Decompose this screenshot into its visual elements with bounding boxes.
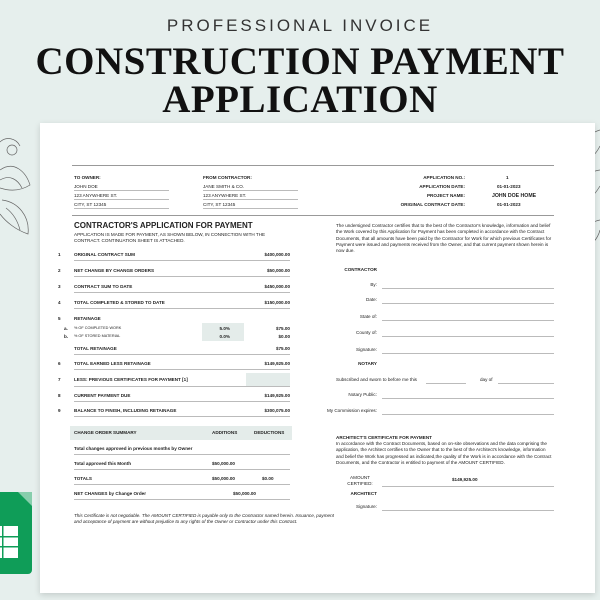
amount-certified-value: $149,925.00 bbox=[452, 477, 478, 482]
retainage-letter: b. bbox=[64, 334, 69, 339]
meta-label: APPLICATION NO.: bbox=[423, 175, 465, 180]
notary-public-label: Notary Public: bbox=[348, 392, 377, 397]
contractor-field-label: Date: bbox=[366, 297, 377, 302]
line-label: TOTAL COMPLETED & STORED TO DATE bbox=[74, 300, 165, 305]
retainage-label: % OF STORED MATERIAL bbox=[74, 334, 121, 338]
line-number: 6 bbox=[58, 361, 61, 366]
application-title: CONTRACTOR'S APPLICATION FOR PAYMENT bbox=[74, 221, 253, 230]
footnote: This Certificate is not negotiable. The AMOUNT CERTIFIED is payable only to the Contractor named herein. Issuance, payment and acceptance of payment are without prejudice to any rights of the Owner or Contractor under this Contract. bbox=[74, 513, 334, 525]
banner-title-line2: APPLICATION bbox=[162, 78, 438, 121]
meta-value: 01-01-2023 bbox=[497, 184, 521, 189]
to-owner-city: CITY, ST 12345 bbox=[74, 202, 107, 207]
line-value: $50,000.00 bbox=[267, 268, 290, 273]
line-value: $150,000.00 bbox=[264, 300, 290, 305]
architect-certificate-title: ARCHITECT'S CERTIFICATE FOR PAYMENT bbox=[336, 435, 432, 440]
co-row-label: TOTALS bbox=[74, 476, 92, 481]
line-number: 7 bbox=[58, 377, 61, 382]
spreadsheet-app-icon bbox=[0, 490, 32, 576]
architect-signature-label: Signature: bbox=[356, 504, 377, 509]
commission-label: My Commission expires: bbox=[326, 408, 377, 413]
meta-value: 1 bbox=[506, 175, 509, 180]
retainage-label: % OF COMPLETED WORK bbox=[74, 326, 122, 330]
to-owner-label: TO OWNER: bbox=[74, 175, 101, 180]
retainage-pct: 0.0% bbox=[219, 334, 230, 339]
notary-label: NOTARY bbox=[358, 361, 377, 366]
co-row-label: Total approved this Month bbox=[74, 461, 132, 466]
co-row-additions: $50,000.00 bbox=[212, 461, 235, 466]
line-number: 3 bbox=[58, 284, 61, 289]
co-row-label: NET CHANGES by Change Order bbox=[74, 491, 146, 496]
from-contractor-name: JANE SMITH & CO. bbox=[203, 184, 245, 189]
architect-certificate-text: In accordance with the Contract Documents, based on on-site observations and the data comprising the application, the Architect certifies to the Owner that to the best of the Architect's knowledge, information and belief the Work has progressed as indicated,the quality of the Work is in accordance with the Contract Documents, and the Contractor is entitled to payment of the AMOUNT CERTIFIED. bbox=[336, 441, 552, 465]
contractor-field-label: Signature: bbox=[356, 347, 377, 352]
line-value: $149,925.00 bbox=[264, 393, 290, 398]
total-retainage-label: TOTAL RETAINAGE bbox=[74, 346, 117, 351]
from-contractor-label: FROM CONTRACTOR: bbox=[203, 175, 252, 180]
co-row-label: Total changes approved in previous months by Owner bbox=[74, 446, 193, 451]
line-label: ORIGINAL CONTRACT SUM bbox=[74, 252, 135, 257]
line-number: 2 bbox=[58, 268, 61, 273]
line-label: RETAINAGE bbox=[74, 316, 101, 321]
banner-title-line1: CONSTRUCTION PAYMENT bbox=[35, 40, 565, 83]
meta-label: PROJECT NAME: bbox=[426, 193, 465, 198]
contractor-field-label: County of: bbox=[356, 330, 377, 335]
retainage-letter: a. bbox=[64, 326, 68, 331]
from-contractor-street: 123 ANYWHERE ST. bbox=[203, 193, 247, 198]
floral-decoration-left bbox=[0, 130, 42, 250]
line-number: 8 bbox=[58, 393, 61, 398]
line-number: 9 bbox=[58, 408, 61, 413]
retainage-value: $75.00 bbox=[275, 326, 290, 331]
contractor-label: CONTRACTOR bbox=[344, 267, 377, 272]
meta-label: ORIGINAL CONTRACT DATE: bbox=[400, 202, 465, 207]
contractor-field-label: State of: bbox=[359, 314, 377, 319]
line-number: 4 bbox=[58, 300, 61, 305]
amount-certified-label: AMOUNT CERTIFIED: bbox=[347, 475, 373, 487]
line-label: LESS: PREVIOUS CERTIFICATES FOR PAYMENT [1] bbox=[74, 377, 188, 382]
retainage-value: $0.00 bbox=[278, 334, 290, 339]
line-value: $400,000.00 bbox=[264, 252, 290, 257]
co-header-deductions: DEDUCTIONS bbox=[254, 430, 285, 435]
retainage-pct: 5.0% bbox=[219, 326, 230, 331]
co-row-deductions: $0.00 bbox=[262, 476, 274, 481]
contractor-field-label: By: bbox=[370, 282, 377, 287]
total-retainage-value: $75.00 bbox=[275, 346, 290, 351]
notary-day-label: day of bbox=[480, 377, 493, 382]
contractor-certification-text: The undersigned Contractor certifies that to the best of the Contractor's knowledge, information and belief the Work covered by this Application for Payment has been completed in accordance with the Contract Documents, that all amounts have been paid by the Contractor for Work for which previous Certificates for Payment were issued and payments received from the Owner, and that current payment shown herein is now due. bbox=[336, 223, 552, 254]
line-label: BALANCE TO FINISH, INCLUDING RETAINAGE bbox=[74, 408, 177, 413]
line-label: NET CHANGE BY CHANGE ORDERS bbox=[74, 268, 155, 273]
line-value: $300,075.00 bbox=[264, 408, 290, 413]
from-contractor-city: CITY, ST 12345 bbox=[203, 202, 236, 207]
to-owner-name: JOHN DOE bbox=[74, 184, 98, 189]
banner-kicker: PROFESSIONAL INVOICE bbox=[166, 16, 434, 35]
line-number: 1 bbox=[58, 252, 61, 257]
line-value: $450,000.00 bbox=[264, 284, 290, 289]
co-header-summary: CHANGE ORDER SUMMARY bbox=[74, 430, 137, 435]
meta-value: 01-01-2023 bbox=[497, 202, 521, 207]
line-number: 5 bbox=[58, 316, 61, 321]
meta-label: APPLICATION DATE: bbox=[419, 184, 465, 189]
to-owner-street: 123 ANYWHERE ST. bbox=[74, 193, 118, 198]
co-row-additions: $50,000.00 bbox=[212, 476, 235, 481]
notary-sworn-label: Subscribed and sworn to before me this bbox=[336, 377, 417, 382]
co-row-additions: $50,000.00 bbox=[233, 491, 256, 496]
line-label: CURRENT PAYMENT DUE bbox=[74, 393, 131, 398]
line-label: CONTRACT SUM TO DATE bbox=[74, 284, 133, 289]
co-header-additions: ADDITIONS bbox=[212, 430, 238, 435]
line-value: $149,925.00 bbox=[264, 361, 290, 366]
application-subtitle: APPLICATION IS MADE FOR PAYMENT, AS SHOWN BELOW, IN CONNECTION WITH THE CONTRACT. CONTINUATION SHEET IS ATTACHED. bbox=[74, 232, 266, 244]
meta-value: JOHN DOE HOME bbox=[492, 192, 537, 199]
architect-label: ARCHITECT bbox=[350, 491, 377, 496]
invoice-sheet bbox=[40, 123, 595, 593]
line-label: TOTAL EARNED LESS RETAINAGE bbox=[74, 361, 151, 366]
